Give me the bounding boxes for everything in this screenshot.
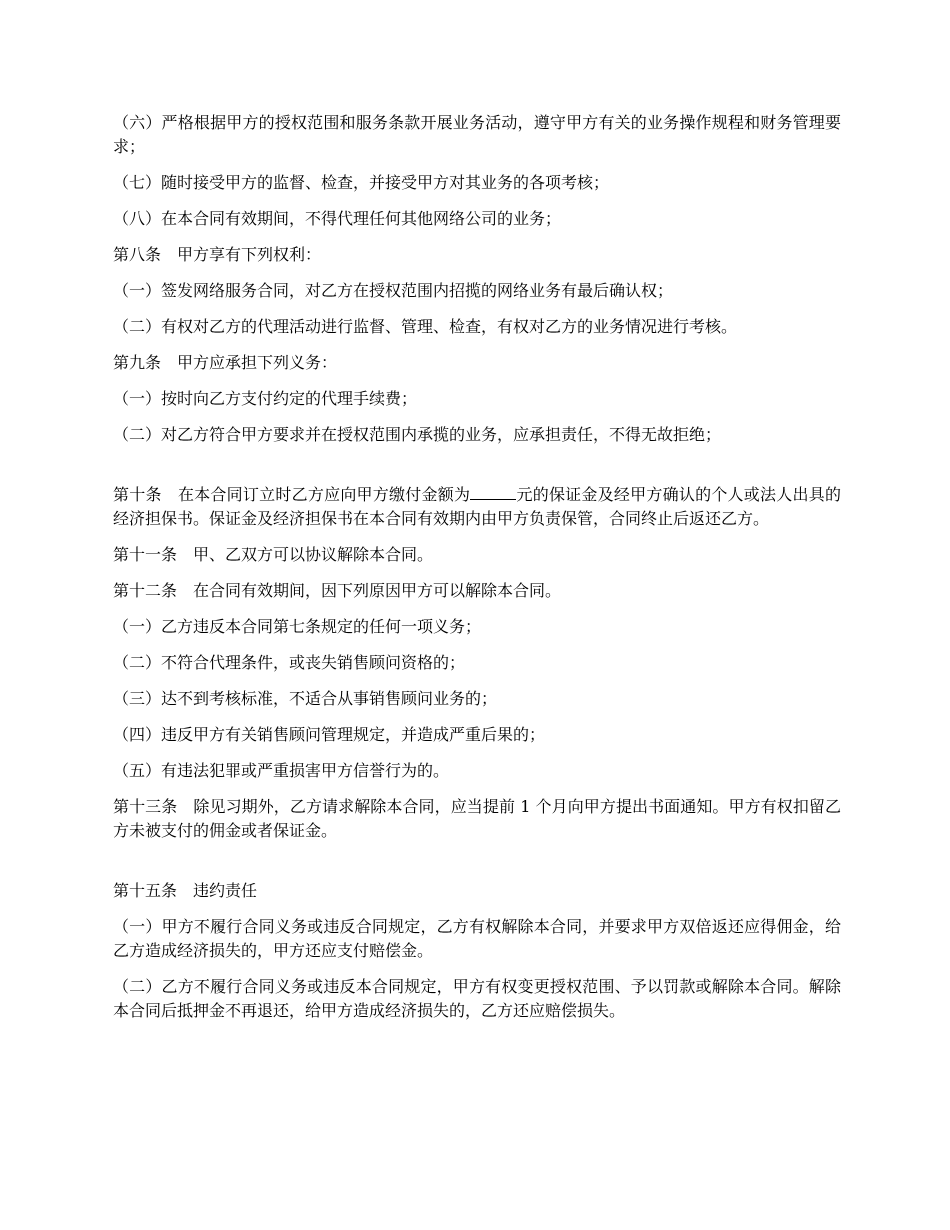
article-paragraph: 第十三条 除见习期外，乙方请求解除本合同，应当提前 1 个月向甲方提出书面通知。甲方有权扣留乙方未被支付的佣金或者保证金。 bbox=[113, 797, 841, 840]
paragraph-gap bbox=[113, 855, 841, 879]
clause-paragraph: （二）乙方不履行合同义务或违反本合同规定，甲方有权变更授权范围、予以罚款或解除本合同。解除本合同后抵押金不再退还，给甲方造成经济损失的，乙方还应赔偿损失。 bbox=[113, 977, 841, 1020]
paragraph-gap bbox=[113, 459, 841, 483]
clause-paragraph: （一）甲方不履行合同义务或违反合同规定，乙方有权解除本合同，并要求甲方双倍返还应得佣金，给乙方造成经济损失的，甲方还应支付赔偿金。 bbox=[113, 917, 841, 960]
clause-paragraph: （四）违反甲方有关销售顾问管理规定，并造成严重后果的； bbox=[113, 725, 546, 744]
article-heading: 第十一条 甲、乙双方可以协议解除本合同。 bbox=[113, 545, 434, 564]
clause-paragraph: （三）达不到考核标准，不适合从事销售顾问业务的； bbox=[113, 689, 498, 708]
clause-paragraph: （五）有违法犯罪或严重损害甲方信誉行为的。 bbox=[113, 761, 450, 780]
document-body bbox=[113, 111, 841, 1035]
clause-paragraph: （七）随时接受甲方的监督、检查，并接受甲方对其业务的各项考核； bbox=[113, 173, 610, 192]
clause-paragraph: （八）在本合同有效期间，不得代理任何其他网络公司的业务； bbox=[113, 209, 562, 228]
clause-paragraph: （一）签发网络服务合同，对乙方在授权范围内招揽的网络业务有最后确认权； bbox=[113, 281, 674, 300]
clause-paragraph: （二）不符合代理条件，或丧失销售顾问资格的； bbox=[113, 653, 466, 672]
deposit-amount-blank bbox=[470, 499, 516, 500]
article-heading: 第十二条 在合同有效期间，因下列原因甲方可以解除本合同。 bbox=[113, 581, 562, 600]
clause-paragraph: （一）按时向乙方支付约定的代理手续费； bbox=[113, 389, 418, 408]
article-heading: 第九条 甲方应承担下列义务： bbox=[113, 353, 338, 372]
article-heading: 第八条 甲方享有下列权利： bbox=[113, 245, 322, 264]
article-ten-text-end: 元的保证金及经甲方确认的个人或法人出具的经济担保书。保证金及经济担保书在本合同有效期内由甲方负责保管，合同终止后返还乙方。 bbox=[113, 485, 841, 528]
clause-paragraph: （六）严格根据甲方的授权范围和服务条款开展业务活动，遵守甲方有关的业务操作规程和财务管理要求； bbox=[113, 113, 841, 156]
article-ten-text-start: 第十条 在本合同订立时乙方应向甲方缴付金额为 bbox=[113, 485, 471, 504]
clause-paragraph: （二）对乙方符合甲方要求并在授权范围内承揽的业务，应承担责任，不得无故拒绝； bbox=[113, 425, 722, 444]
clause-paragraph: （二）有权对乙方的代理活动进行监督、管理、检查，有权对乙方的业务情况进行考核。 bbox=[113, 317, 738, 336]
article-heading: 第十五条 违约责任 bbox=[113, 881, 258, 900]
clause-paragraph: （一）乙方违反本合同第七条规定的任何一项义务； bbox=[113, 617, 482, 636]
article-ten-paragraph bbox=[113, 483, 841, 531]
